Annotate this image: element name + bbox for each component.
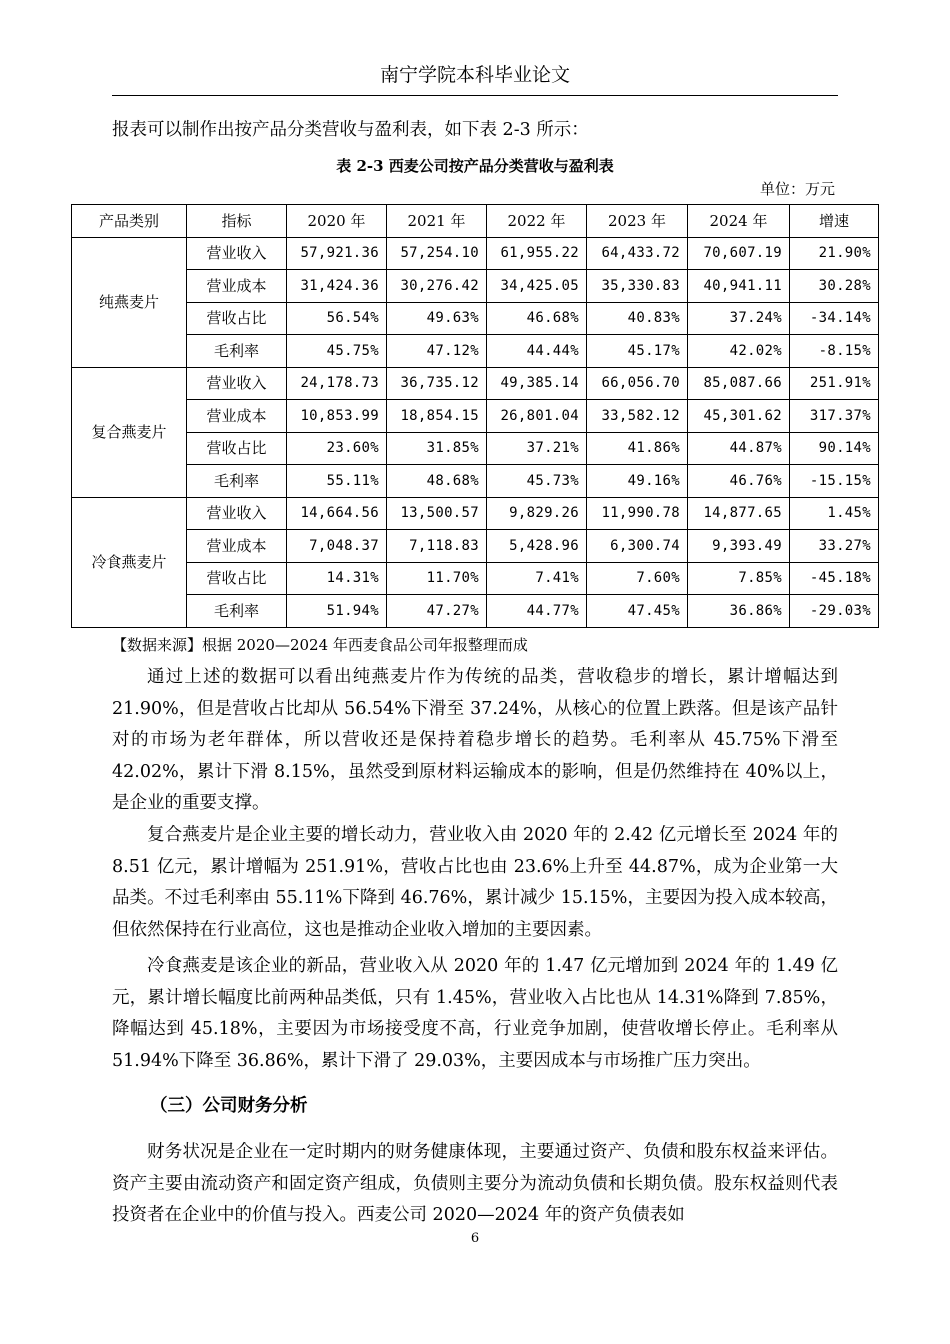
value-cell: 46.68% (487, 302, 587, 335)
value-cell: 85,087.66 (688, 367, 790, 400)
value-cell: 9,393.49 (688, 530, 790, 563)
value-cell: 7,118.83 (387, 530, 487, 563)
body-paragraph: 冷食燕麦是该企业的新品，营业收入从 2020 年的 1.47 亿元增加到 2024 年的 1.49 亿元，累计增长幅度比前两种品类低，只有 1.45%，营业收入占比也从 14.31%降到 7.85%，降幅达到 45.18%，主要因为市场接受度不高，行业竞争加剧，使营收增长停止。毛利率从 51.94%下降至 36.86%，累计下滑了 29.03%，主要因成本与市场推广压力突出。 (112, 956, 838, 1071)
value-cell: 47.27% (387, 595, 487, 628)
value-cell: 34,425.05 (487, 270, 587, 303)
growth-rate-cell: -8.15% (790, 335, 879, 368)
value-cell: 40.83% (587, 302, 688, 335)
value-cell: 23.60% (287, 432, 387, 465)
growth-rate-cell: 317.37% (790, 400, 879, 433)
table-row (72, 367, 879, 400)
table-row (72, 465, 879, 498)
running-header: 南宁学院本科毕业论文 (379, 64, 570, 86)
value-cell: 49.16% (587, 465, 688, 498)
table-row (72, 530, 879, 563)
growth-rate-cell: -45.18% (790, 562, 879, 595)
value-cell: 31,424.36 (287, 270, 387, 303)
value-cell: 45,301.62 (688, 400, 790, 433)
column-header: 2024 年 (688, 205, 790, 238)
value-cell: 36,735.12 (387, 367, 487, 400)
column-header: 增速 (790, 205, 879, 238)
value-cell: 48.68% (387, 465, 487, 498)
value-cell: 14,664.56 (287, 497, 387, 530)
table-row (72, 335, 879, 368)
value-cell: 24,178.73 (287, 367, 387, 400)
value-cell: 6,300.74 (587, 530, 688, 563)
indicator-cell: 营收占比 (187, 432, 287, 465)
value-cell: 37.21% (487, 432, 587, 465)
body-paragraph: 通过上述的数据可以看出纯燕麦片作为传统的品类，营收稳步的增长，累计增幅达到 21.90%，但是营收占比却从 56.54%下滑至 37.24%，从核心的位置上跌落。但是该产品针对的市场为老年群体，所以营收还是保持着稳步增长的趋势。毛利率从 45.75%下滑至 42.02%，累计下滑 8.15%，虽然受到原材料运输成本的影响，但是仍然维持在 40%以上，是企业的重要支撑。 (112, 667, 838, 813)
table-body (72, 237, 879, 627)
value-cell: 44.77% (487, 595, 587, 628)
body-paragraph: 财务状况是企业在一定时期内的财务健康体现，主要通过资产、负债和股东权益来评估。资产主要由流动资产和固定资产组成，负债则主要分为流动负债和长期负债。股东权益则代表投资者在企业中的价值与投入。西麦公司 2020—2024 年的资产负债表如 (112, 1142, 838, 1225)
value-cell: 14,877.65 (688, 497, 790, 530)
growth-rate-cell: 90.14% (790, 432, 879, 465)
body-paragraph: 复合燕麦片是企业主要的增长动力，营业收入由 2020 年的 2.42 亿元增长至 2024 年的 8.51 亿元，累计增幅为 251.91%，营收占比也由 23.6%上升至 44.87%，成为企业第一大品类。不过毛利率由 55.11%下降到 46.76%，累计减少 15.15%，主要因为投入成本较高，但依然保持在行业高位，这也是推动企业收入增加的主要因素。 (112, 825, 838, 940)
header-rule (112, 95, 838, 96)
value-cell: 61,955.22 (487, 237, 587, 270)
indicator-cell: 营收占比 (187, 302, 287, 335)
value-cell: 56.54% (287, 302, 387, 335)
value-cell: 26,801.04 (487, 400, 587, 433)
product-category-cell: 纯燕麦片 (72, 237, 187, 367)
table-row (72, 595, 879, 628)
column-header: 2022 年 (487, 205, 587, 238)
indicator-cell: 营业成本 (187, 400, 287, 433)
value-cell: 45.17% (587, 335, 688, 368)
value-cell: 44.87% (688, 432, 790, 465)
table-row (72, 400, 879, 433)
table-caption: 表 2-3 西麦公司按产品分类营收与盈利表 (336, 157, 614, 175)
value-cell: 49.63% (387, 302, 487, 335)
growth-rate-cell: -34.14% (790, 302, 879, 335)
indicator-cell: 营业成本 (187, 270, 287, 303)
value-cell: 42.02% (688, 335, 790, 368)
column-header: 2023 年 (587, 205, 688, 238)
indicator-cell: 营业收入 (187, 497, 287, 530)
indicator-cell: 毛利率 (187, 595, 287, 628)
value-cell: 55.11% (287, 465, 387, 498)
table-row (72, 237, 879, 270)
product-category-cell: 复合燕麦片 (72, 367, 187, 497)
value-cell: 46.76% (688, 465, 790, 498)
value-cell: 45.75% (287, 335, 387, 368)
value-cell: 36.86% (688, 595, 790, 628)
value-cell: 11.70% (387, 562, 487, 595)
value-cell: 64,433.72 (587, 237, 688, 270)
value-cell: 47.12% (387, 335, 487, 368)
value-cell: 10,853.99 (287, 400, 387, 433)
table-row (72, 497, 879, 530)
page-number: 6 (470, 1231, 480, 1246)
indicator-cell: 营收占比 (187, 562, 287, 595)
indicator-cell: 毛利率 (187, 465, 287, 498)
growth-rate-cell: 30.28% (790, 270, 879, 303)
growth-rate-cell: 21.90% (790, 237, 879, 270)
value-cell: 30,276.42 (387, 270, 487, 303)
indicator-cell: 毛利率 (187, 335, 287, 368)
value-cell: 49,385.14 (487, 367, 587, 400)
value-cell: 41.86% (587, 432, 688, 465)
value-cell: 14.31% (287, 562, 387, 595)
product-category-cell: 冷食燕麦片 (72, 497, 187, 627)
table-row (72, 432, 879, 465)
indicator-cell: 营业收入 (187, 237, 287, 270)
value-cell: 7,048.37 (287, 530, 387, 563)
table-row (72, 562, 879, 595)
section-heading: （三）公司财务分析 (150, 1096, 308, 1116)
value-cell: 66,056.70 (587, 367, 688, 400)
indicator-cell: 营业成本 (187, 530, 287, 563)
value-cell: 31.85% (387, 432, 487, 465)
table-unit: 单位：万元 (759, 180, 835, 198)
value-cell: 47.45% (587, 595, 688, 628)
value-cell: 33,582.12 (587, 400, 688, 433)
value-cell: 13,500.57 (387, 497, 487, 530)
value-cell: 70,607.19 (688, 237, 790, 270)
value-cell: 9,829.26 (487, 497, 587, 530)
value-cell: 45.73% (487, 465, 587, 498)
table-row (72, 270, 879, 303)
value-cell: 18,854.15 (387, 400, 487, 433)
table-row (72, 302, 879, 335)
table-header-row (72, 205, 879, 238)
value-cell: 7.41% (487, 562, 587, 595)
column-header: 产品类别 (72, 205, 187, 238)
table-source-note: 【数据来源】根据 2020—2024 年西麦食品公司年报整理而成 (112, 636, 528, 654)
column-header: 2021 年 (387, 205, 487, 238)
value-cell: 7.60% (587, 562, 688, 595)
lead-text: 报表可以制作出按产品分类营收与盈利表，如下表 2-3 所示： (112, 120, 589, 140)
revenue-profit-table (71, 204, 879, 628)
value-cell: 5,428.96 (487, 530, 587, 563)
indicator-cell: 营业收入 (187, 367, 287, 400)
value-cell: 57,921.36 (287, 237, 387, 270)
value-cell: 35,330.83 (587, 270, 688, 303)
growth-rate-cell: 1.45% (790, 497, 879, 530)
growth-rate-cell: 251.91% (790, 367, 879, 400)
growth-rate-cell: -15.15% (790, 465, 879, 498)
growth-rate-cell: 33.27% (790, 530, 879, 563)
value-cell: 51.94% (287, 595, 387, 628)
column-header: 指标 (187, 205, 287, 238)
growth-rate-cell: -29.03% (790, 595, 879, 628)
value-cell: 57,254.10 (387, 237, 487, 270)
value-cell: 7.85% (688, 562, 790, 595)
value-cell: 37.24% (688, 302, 790, 335)
column-header: 2020 年 (287, 205, 387, 238)
value-cell: 44.44% (487, 335, 587, 368)
value-cell: 40,941.11 (688, 270, 790, 303)
value-cell: 11,990.78 (587, 497, 688, 530)
